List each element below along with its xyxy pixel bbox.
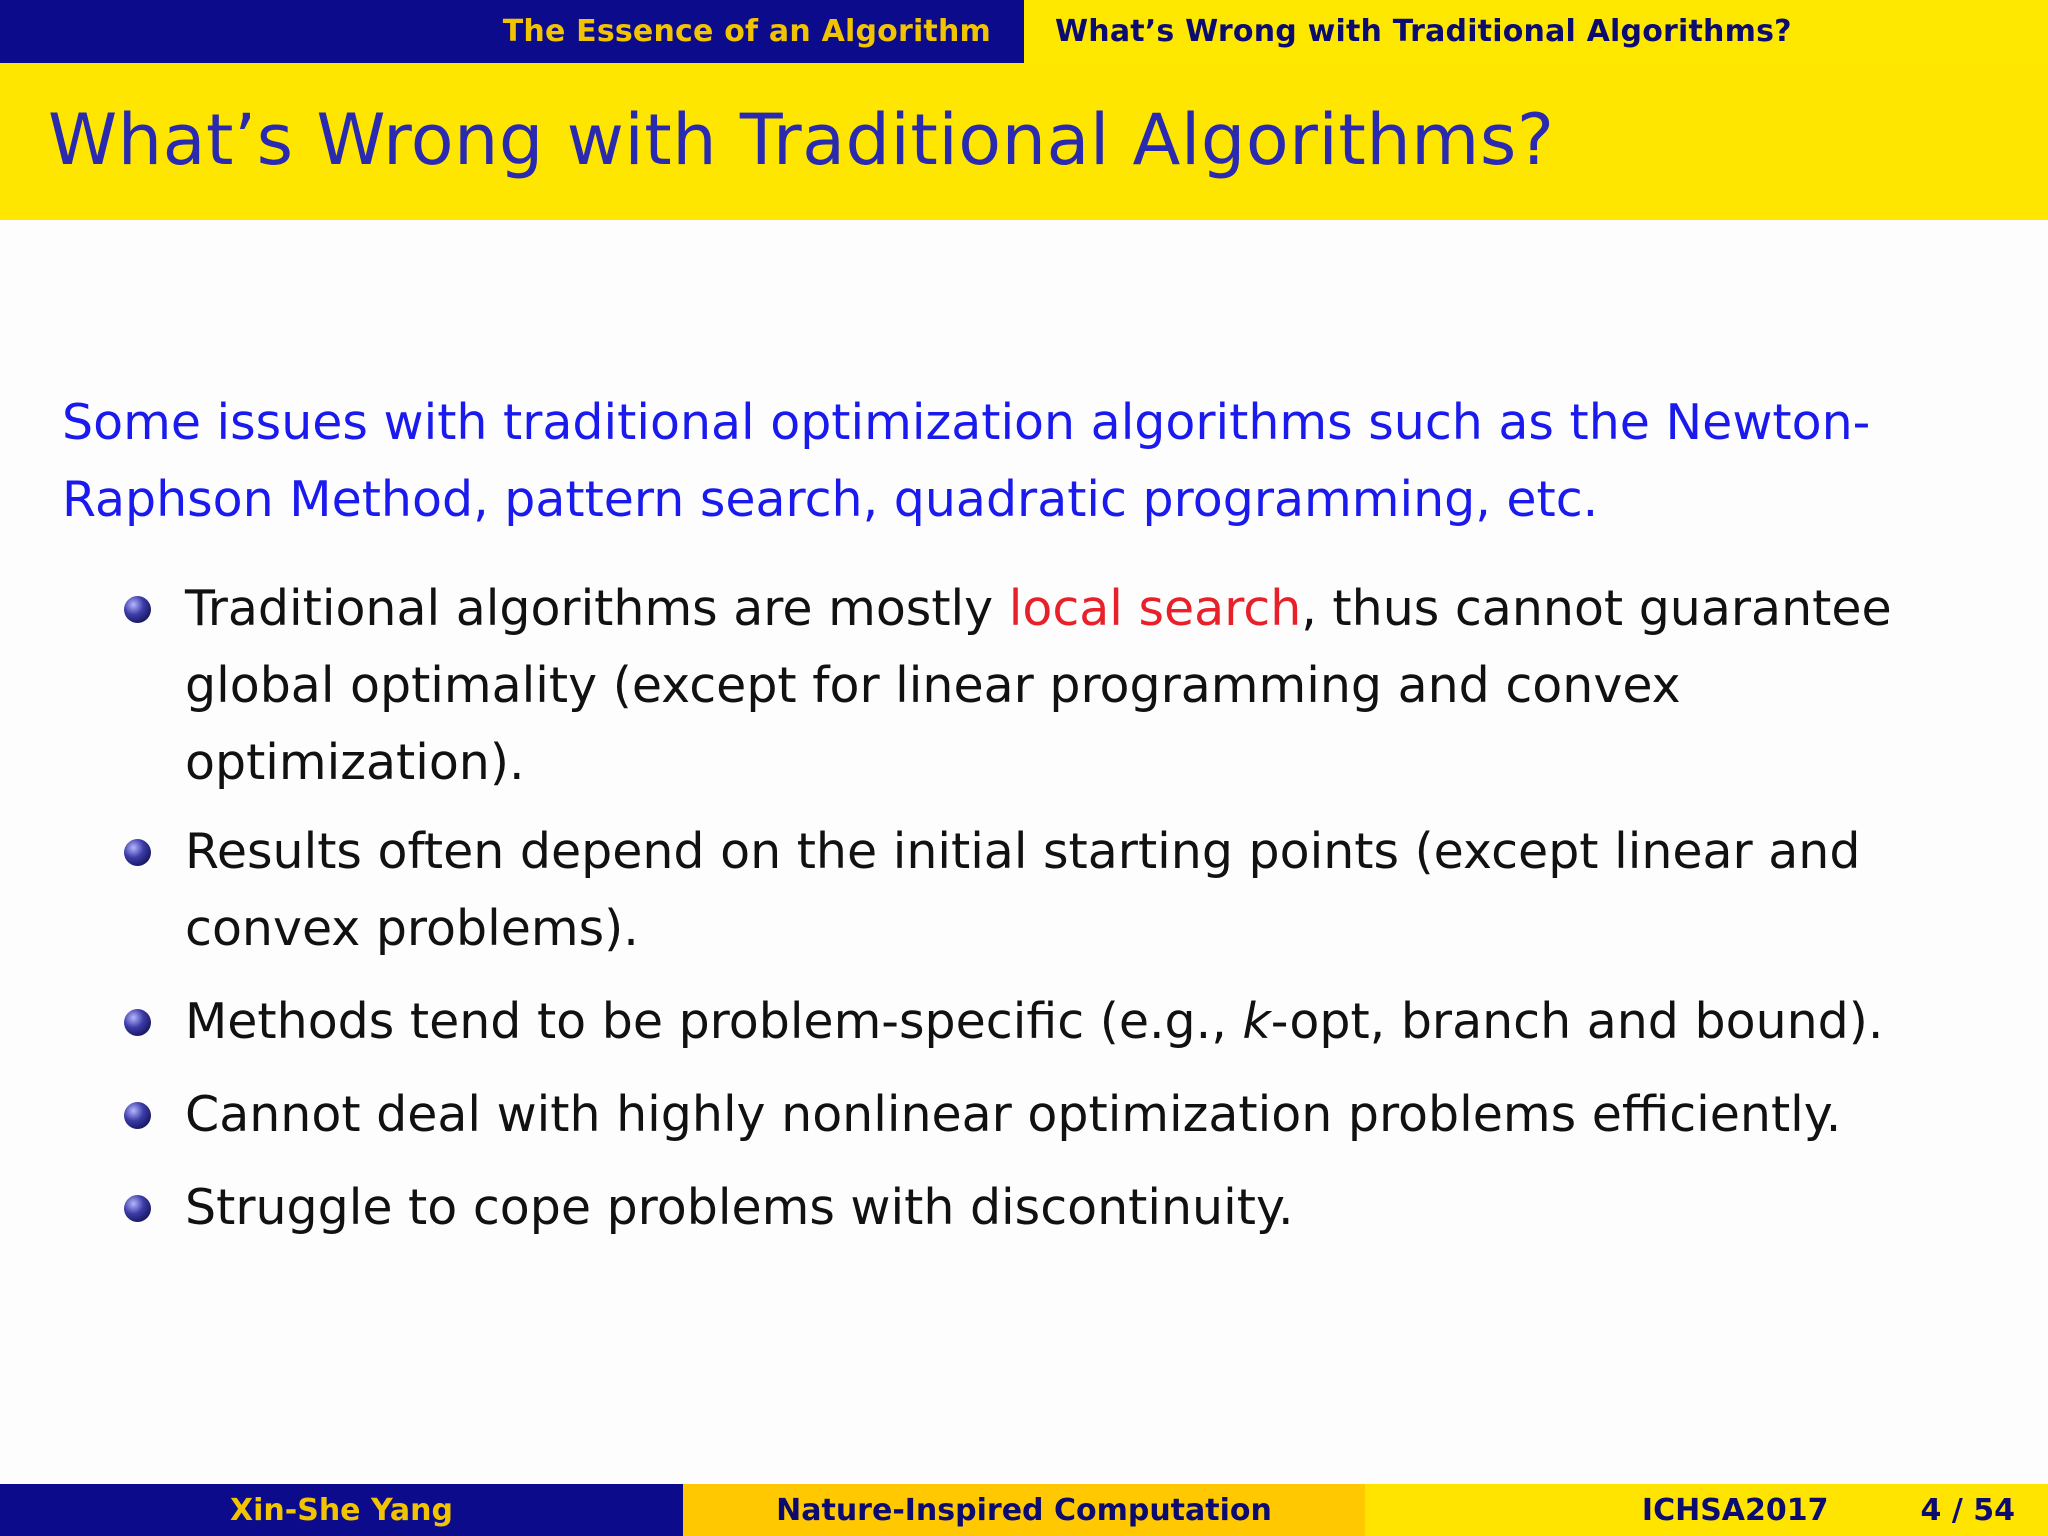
bullet-text: , thus cannot guarantee global optimality (except for linear programming and convex optimization). — [185, 580, 1892, 791]
nav-section-current — [1024, 0, 2048, 63]
bullet-dot-icon — [124, 839, 151, 866]
bullet-dot-icon — [124, 1195, 151, 1222]
footer-presentation-title: Nature-Inspired Computation — [776, 1492, 1272, 1528]
bullet-text: Methods tend to be problem-specific (e.g., — [185, 993, 1243, 1050]
footer-title-section — [683, 1484, 1365, 1536]
footer-conference-section — [1365, 1484, 2048, 1536]
bullet-dot-icon — [124, 596, 151, 623]
nav-link-whats-wrong[interactable]: What’s Wrong with Traditional Algorithms? — [1055, 14, 1792, 49]
italic-k: k — [1242, 993, 1271, 1050]
highlight-local-search: local search — [1008, 580, 1302, 637]
top-navigation-bar — [0, 0, 2048, 63]
bullet-text: Cannot deal with highly nonlinear optimization problems efficiently. — [185, 1086, 1842, 1143]
page-number — [1921, 1493, 2015, 1528]
footer-bar — [0, 1484, 2048, 1536]
page-separator: / — [1941, 1492, 1974, 1528]
bullet-text: -opt, branch and bound). — [1270, 993, 1884, 1050]
page-total: 54 — [1973, 1492, 2015, 1528]
page-current: 4 — [1920, 1492, 1942, 1528]
bullet-dot-icon — [124, 1102, 151, 1129]
bullet-text: Traditional algorithms are mostly — [185, 580, 1009, 637]
footer-author-section — [0, 1484, 683, 1536]
bullet-text: Struggle to cope problems with discontinuity. — [185, 1179, 1294, 1236]
slide-title-bar — [0, 63, 2048, 220]
bullet-item-discontinuity — [0, 1169, 2048, 1246]
intro-text: Some issues with traditional optimization algorithms such as the Newton-Raphson Method, pattern search, quadratic programming, etc. — [62, 394, 1871, 528]
nav-section-previous — [0, 0, 1024, 63]
footer-author: Xin-She Yang — [229, 1492, 454, 1528]
footer-conference: ICHSA2017 — [1641, 1492, 1829, 1528]
bullet-list — [0, 570, 2048, 1246]
nav-link-essence-of-algorithm[interactable]: The Essence of an Algorithm — [502, 14, 991, 49]
bullet-item-nonlinear — [0, 1076, 2048, 1153]
slide-title: What’s Wrong with Traditional Algorithms? — [48, 99, 1555, 181]
bullet-item-local-search — [0, 570, 2048, 801]
bullet-item-starting-points — [0, 813, 2048, 967]
bullet-text: Results often depend on the initial starting points (except linear and convex problems). — [185, 823, 1861, 957]
bullet-item-problem-specific — [0, 983, 2048, 1060]
bullet-dot-icon — [124, 1009, 151, 1036]
